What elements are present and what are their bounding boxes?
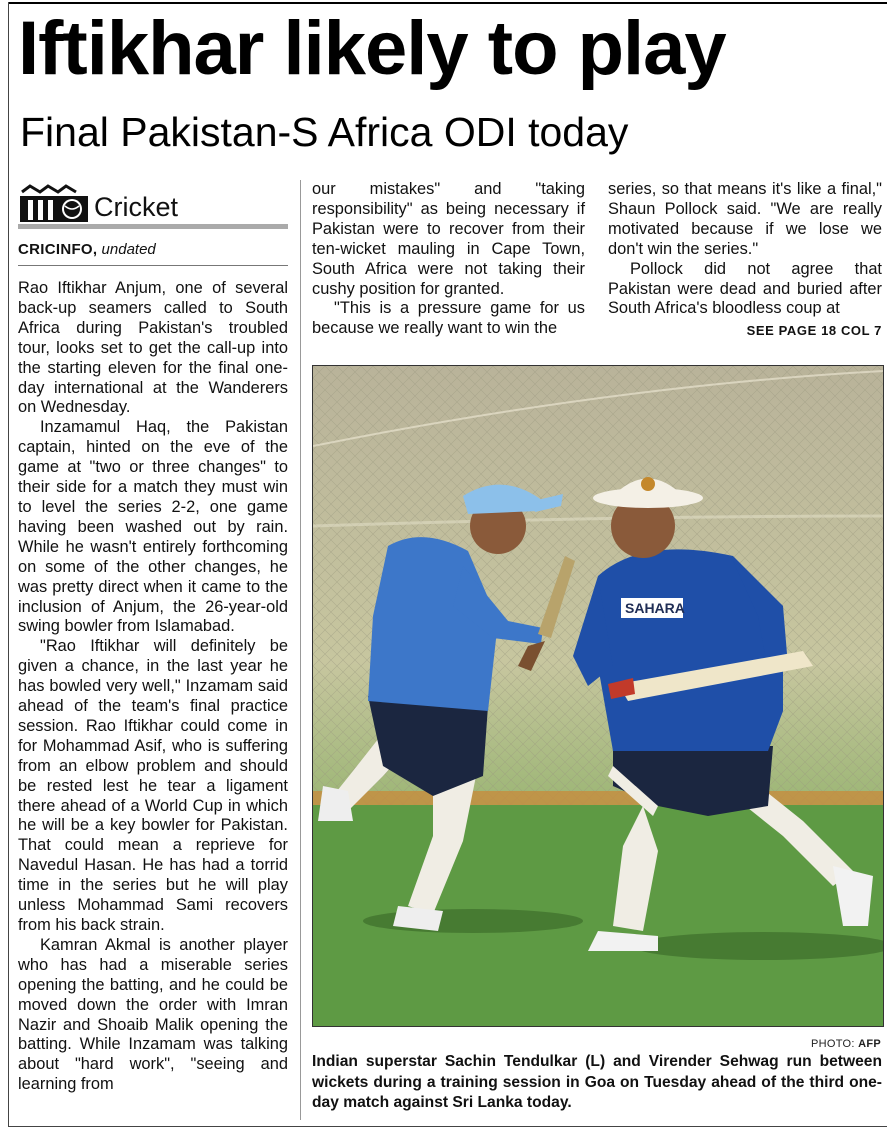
paragraph: series, so that means it's like a final," Shaun Pollock said. "We are really motivated because if we lose we don't win the series." — [608, 180, 882, 258]
byline-rule — [18, 265, 288, 266]
photo-credit-label: PHOTO: — [810, 1038, 855, 1050]
byline-date: undated — [101, 241, 156, 258]
photo-credit — [811, 1038, 881, 1050]
left-rule — [8, 2, 9, 1127]
cricket-wicket-ball-icon — [18, 184, 90, 224]
section-logo — [18, 184, 288, 228]
article-column-1 — [18, 279, 288, 1095]
jersey-text: SAHARA — [625, 600, 685, 616]
paragraph: our mistakes" and "taking responsibility" as being necessary if Pakistan were to recover from their ten-wicket mauling in Cape Town, South Africa were not taking their cushy position for granted. — [312, 180, 585, 298]
byline — [18, 241, 156, 258]
paragraph: Pollock did not agree that Pakistan were dead and buried after South Africa's bloodless coup at — [608, 259, 882, 318]
news-photo — [312, 365, 884, 1027]
subheadline: Final Pakistan-S Africa ODI today — [20, 109, 629, 155]
paragraph: Rao Iftikhar Anjum, one of several back-up seamers called to South Africa during Pakistan's troubled tour, looks set to get the call-up into the starting eleven for the final one-day international at the Wanderers on Wednesday. — [18, 279, 288, 417]
section-rule — [18, 224, 288, 229]
paragraph: Inzamamul Haq, the Pakistan captain, hinted on the eve of the game at "two or three changes" to their side for a match they must win to level the series 2-2, one game having been washed out by rain. While he wasn't entirely forthcoming on some of the other changes, he was pretty direct when it came to the inclusion of Anjum, the 26-year-old swing bowler from Islamabad. — [18, 418, 288, 636]
paragraph: "Rao Iftikhar will definitely be given a chance, in the last year he has bowled very well," Inzamam said ahead of the team's final practice session. Rao Iftikhar could come in for Mohammad Asif, who is suffering from an elbow problem and should be rested lest he tear a ligament there ahead of a World Cup in which he will be a key bowler for Pakistan. That could mean a reprieve for Navedul Hasan. He has had a torrid time in the series but he will play unless Mohammad Sami recovers from his back strain. — [18, 637, 288, 934]
bottom-rule — [8, 1126, 887, 1127]
section-label: Cricket — [94, 192, 179, 222]
paragraph: "This is a pressure game for us because we really want to win the — [312, 299, 585, 338]
headline: Iftikhar likely to play — [18, 6, 726, 91]
column-separator — [300, 180, 301, 1120]
photo-caption: Indian superstar Sachin Tendulkar (L) and Virender Sehwag run between wickets during a training session in Goa on Tuesday ahead of the third one-day match against Sri Lanka today. — [312, 1053, 882, 1111]
photo-credit-source: AFP — [858, 1038, 881, 1050]
paragraph: Kamran Akmal is another player who has had a miserable series opening the batting, and he could be moved down the order with Imran Nazir and Shoaib Malik opening the batting. While Inzamam was talking about "hard work", "seeing and learning from — [18, 935, 288, 1094]
training-photo-illustration — [313, 366, 883, 1026]
continued-jump-line: SEE PAGE 18 COL 7 — [746, 323, 882, 339]
article-column-3 — [608, 180, 882, 341]
article-column-2 — [312, 180, 585, 339]
byline-source: CRICINFO, — [18, 241, 98, 258]
